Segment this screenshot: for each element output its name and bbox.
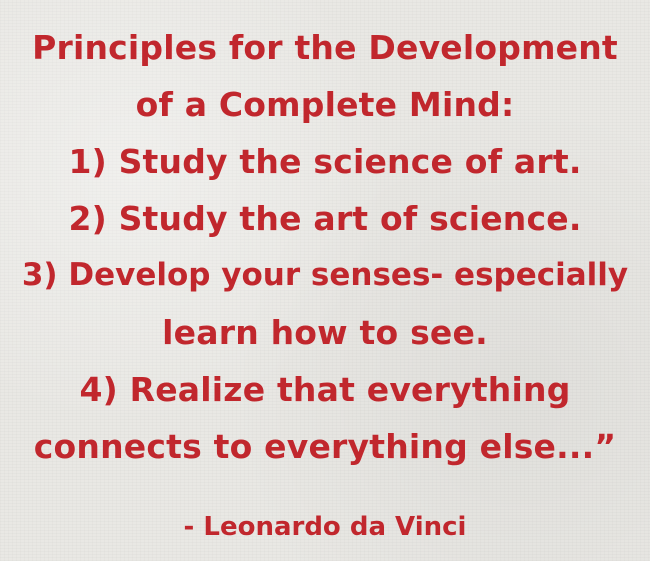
quote-line-principle-3: 3) Develop your senses- especially [21,257,629,293]
quote-text [0,19,650,475]
quote-line-principle-3-cont: learn how to see. [162,313,488,352]
quote-line-subtitle: of a Complete Mind: [135,85,515,124]
quote-line-principle-4-cont: connects to everything else...” [33,427,617,466]
quote-line-principle-2: 2) Study the art of science. [68,199,582,238]
quote-line-principle-1: 1) Study the science of art. [68,142,582,181]
quote-author: - Leonardo da Vinci [183,512,467,542]
quote-line-title: Principles for the Development [32,28,618,67]
quote-line-principle-4: 4) Realize that everything [79,370,571,409]
